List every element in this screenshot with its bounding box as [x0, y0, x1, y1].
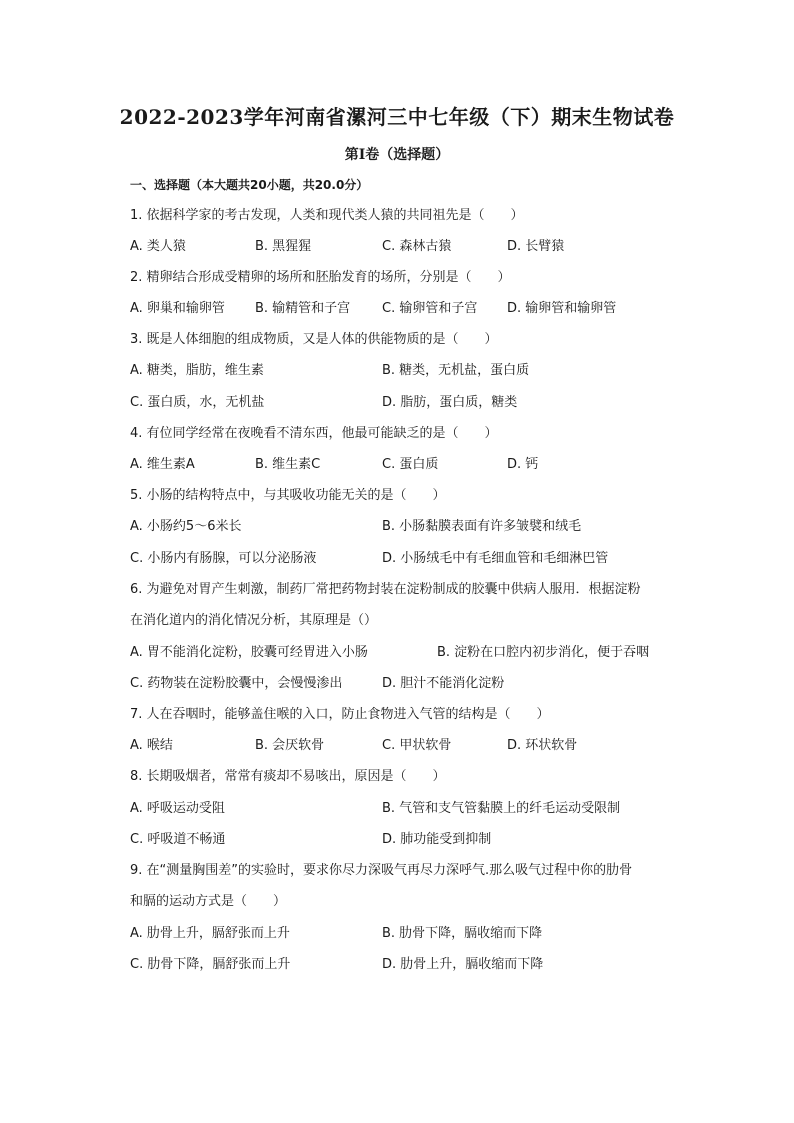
option-d: D. 小肠绒毛中有毛细血管和毛细淋巴管: [382, 551, 609, 566]
option-b: B. 黑猩猩: [255, 239, 312, 254]
option-b: B. 维生素C: [255, 457, 321, 472]
question-6-stem: 6. 为避免对胃产生刺激，制药厂常把药物封装在淀粉制成的胶囊中供病人服用．根据淀粉: [130, 582, 641, 597]
option-b: B. 会厌软骨: [255, 738, 325, 753]
option-d: D. 长臂猿: [507, 239, 565, 254]
option-b: B. 输精管和子宫: [255, 301, 351, 316]
option-d: D. 脂肪，蛋白质，糖类: [382, 395, 518, 410]
question-6-stem-continued: 在消化道内的消化情况分析，其原理是（）: [130, 613, 378, 628]
option-a: A. 喉结: [130, 738, 173, 753]
option-c: C. 蛋白质: [382, 457, 439, 472]
question-4-stem: 4. 有位同学经常在夜晚看不清东西，他最可能缺乏的是（ ）: [130, 426, 498, 441]
question-9-stem: 9. 在“测量胸围差”的实验时，要求你尽力深吸气再尽力深呼气.那么吸气过程中你的肋骨: [130, 863, 633, 878]
option-c: C. 甲状软骨: [382, 738, 452, 753]
question-7-stem: 7. 人在吞咽时，能够盖住喉的入口，防止食物进入气管的结构是（ ）: [130, 707, 550, 722]
option-c: C. 肋骨下降，膈舒张而上升: [130, 957, 291, 972]
option-b: B. 小肠黏膜表面有许多皱襞和绒毛: [382, 519, 582, 534]
question-9-stem-continued: 和膈的运动方式是（ ）: [130, 894, 287, 909]
option-d: D. 肺功能受到抑制: [382, 832, 492, 847]
option-c: C. 药物装在淀粉胶囊中，会慢慢渗出: [130, 676, 343, 691]
option-c: C. 小肠内有肠腺，可以分泌肠液: [130, 551, 317, 566]
option-d: D. 环状软骨: [507, 738, 578, 753]
option-a: A. 维生素A: [130, 457, 195, 472]
option-d: D. 胆汁不能消化淀粉: [382, 676, 505, 691]
question-5-stem: 5. 小肠的结构特点中，与其吸收功能无关的是（ ）: [130, 488, 446, 503]
question-1-stem: 1. 依据科学家的考古发现，人类和现代类人猿的共同祖先是（ ）: [130, 208, 524, 223]
option-a: A. 胃不能消化淀粉，胶囊可经胃进入小肠: [130, 645, 368, 660]
option-a: A. 小肠约5～6米长: [130, 519, 242, 534]
option-b: B. 气管和支气管黏膜上的纤毛运动受限制: [382, 801, 621, 816]
option-b: B. 淀粉在口腔内初步消化，便于吞咽: [437, 645, 650, 660]
option-d: D. 钙: [507, 457, 539, 472]
option-c: C. 蛋白质，水，无机盐: [130, 395, 265, 410]
question-3-stem: 3. 既是人体细胞的组成物质，又是人体的供能物质的是（ ）: [130, 332, 498, 347]
page-title: 2022-2023学年河南省漯河三中七年级（下）期末生物试卷: [119, 105, 675, 129]
option-a: A. 类人猿: [130, 239, 186, 254]
option-d: D. 输卵管和输卵管: [507, 301, 617, 316]
option-a: A. 肋骨上升，膈舒张而上升: [130, 926, 290, 941]
option-d: D. 肋骨上升，膈收缩而下降: [382, 957, 544, 972]
question-2-stem: 2. 精卵结合形成受精卵的场所和胚胎发育的场所，分别是（ ）: [130, 270, 511, 285]
option-a: A. 糖类，脂肪，维生素: [130, 363, 264, 378]
option-b: B. 糖类，无机盐，蛋白质: [382, 363, 530, 378]
part-heading: 第I卷（选择题）: [344, 147, 450, 163]
question-8-stem: 8. 长期吸烟者，常常有痰却不易咳出，原因是（ ）: [130, 769, 446, 784]
option-c: C. 森林古猿: [382, 239, 452, 254]
option-a: A. 卵巢和输卵管: [130, 301, 225, 316]
option-a: A. 呼吸运动受阻: [130, 801, 225, 816]
section-heading: 一、选择题（本大题共20小题，共20.0分）: [130, 178, 369, 192]
option-c: C. 呼吸道不畅通: [130, 832, 226, 847]
option-c: C. 输卵管和子宫: [382, 301, 478, 316]
option-b: B. 肋骨下降，膈收缩而下降: [382, 926, 543, 941]
